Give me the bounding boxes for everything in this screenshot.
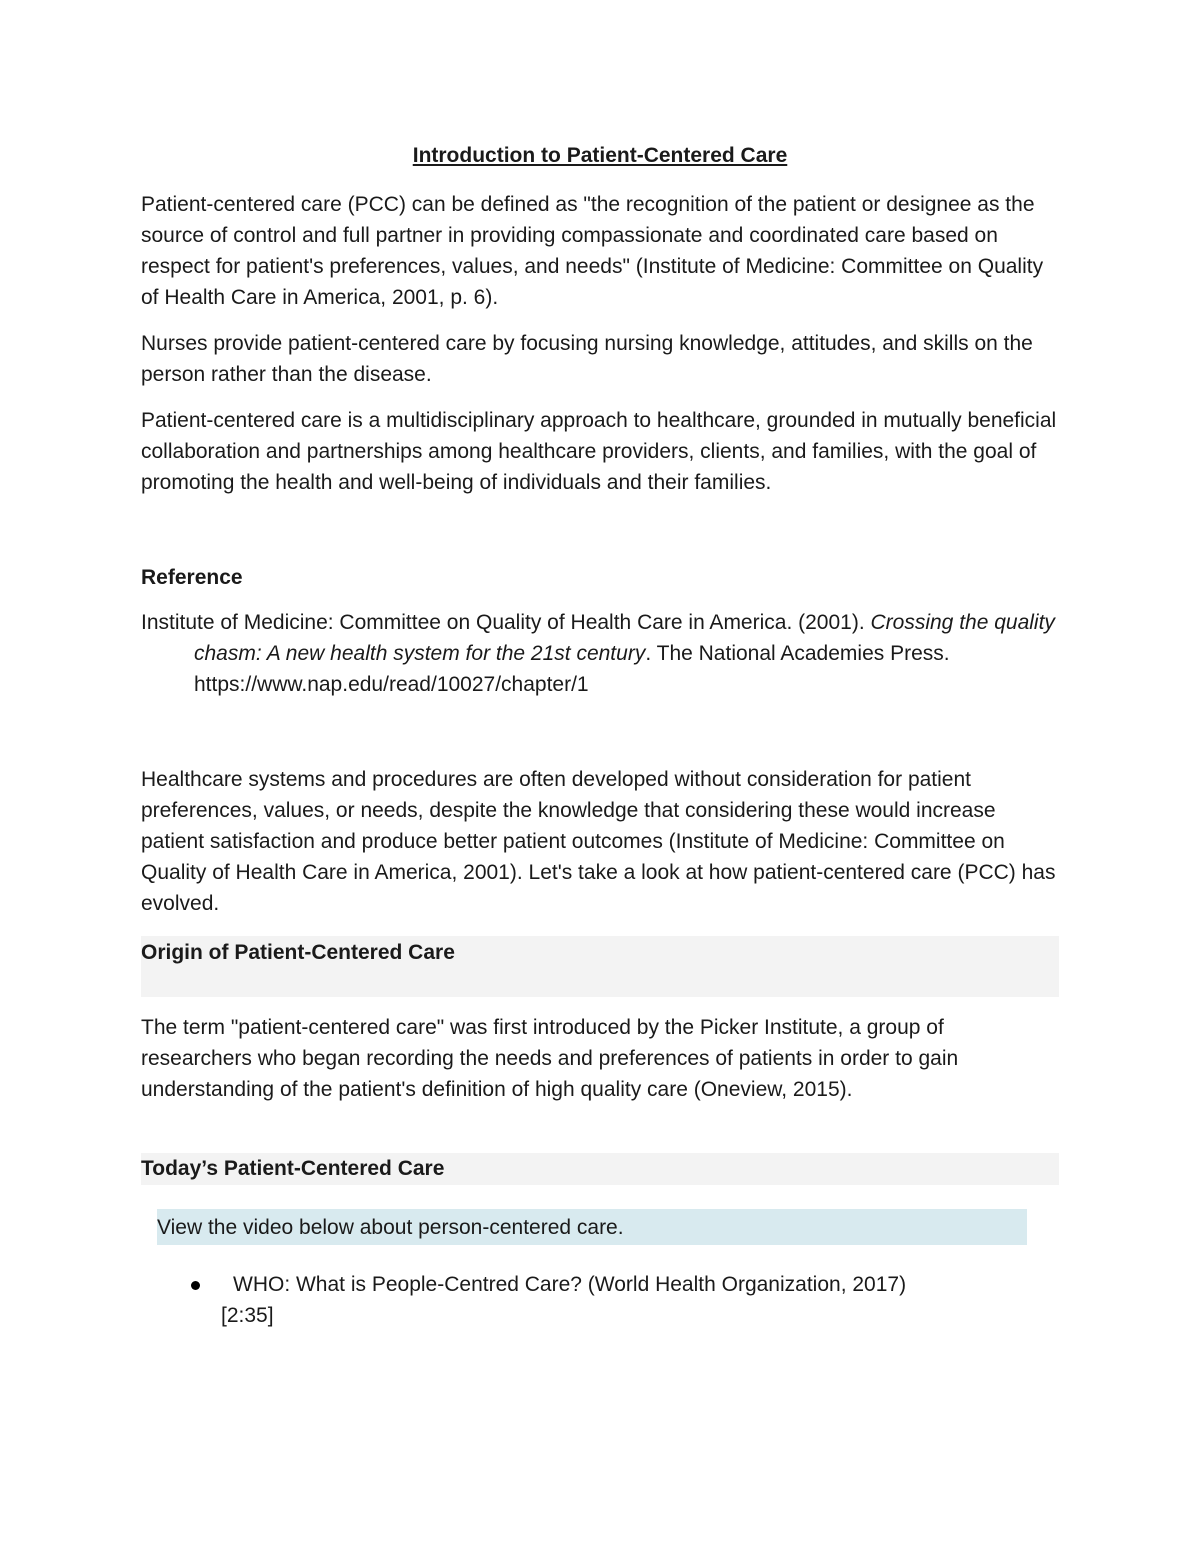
origin-heading-block [141,936,1059,997]
video-list [141,1269,1059,1331]
evolution-paragraph: Healthcare systems and procedures are often developed without consideration for patient preferences, values, or needs, despite the knowledge that considering these would increase patient satisfaction and produce better patient outcomes (Institute of Medicine: Committee on Quality of Health Care in America, 2001). Let's take a look at how patient-centered care (PCC) has evolved. [141,768,1056,915]
video-callout-text: View the video below about person-centered care. [157,1215,624,1239]
nurses-paragraph: Nurses provide patient-centered care by focusing nursing knowledge, attitudes, and skills on the person rather than the disease. [141,332,1033,386]
origin-paragraph: The term "patient-centered care" was first introduced by the Picker Institute, a group of researchers who began recording the needs and preferences of patients in order to gain understanding of the patient's definition of high quality care (Oneview, 2015). [141,1016,959,1101]
video-callout [157,1209,1027,1245]
origin-heading: Origin of Patient-Centered Care [141,941,455,964]
bullet-icon [191,1281,200,1290]
document-title: Introduction to Patient-Centered Care [412,144,788,167]
video-duration: [2:35] [221,1304,274,1327]
document-page [141,140,1059,1331]
reference-prefix: Institute of Medicine: Committee on Quality of Health Care in America. (2001). [141,611,871,634]
today-heading-block [141,1153,1059,1185]
list-item[interactable] [221,1269,987,1331]
multidisciplinary-paragraph: Patient-centered care is a multidisciplinary approach to healthcare, grounded in mutually beneficial collaboration and partnerships among healthcare providers, clients, and families, with the goal of promoting the health and well-being of individuals and their families. [141,409,1057,494]
today-heading: Today’s Patient-Centered Care [141,1157,445,1180]
reference-heading: Reference [141,566,243,589]
video-link[interactable]: WHO: What is People-Centred Care? (World Health Organization, 2017) [233,1273,907,1296]
reference-entry [141,607,1059,700]
reference-suffix: . The National Academies Press. https://www.nap.edu/read/10027/chapter/1 [194,642,950,696]
reference-italic-title: Crossing the quality chasm: A new health system for the 21st century [194,611,1055,665]
definition-paragraph: Patient-centered care (PCC) can be defined as "the recognition of the patient or designee as the source of control and full partner in providing compassionate and coordinated care based on respect for patient's preferences, values, and needs" (Institute of Medicine: Committee on Quality of Health Care in America, 2001, p. 6). [141,193,1044,309]
